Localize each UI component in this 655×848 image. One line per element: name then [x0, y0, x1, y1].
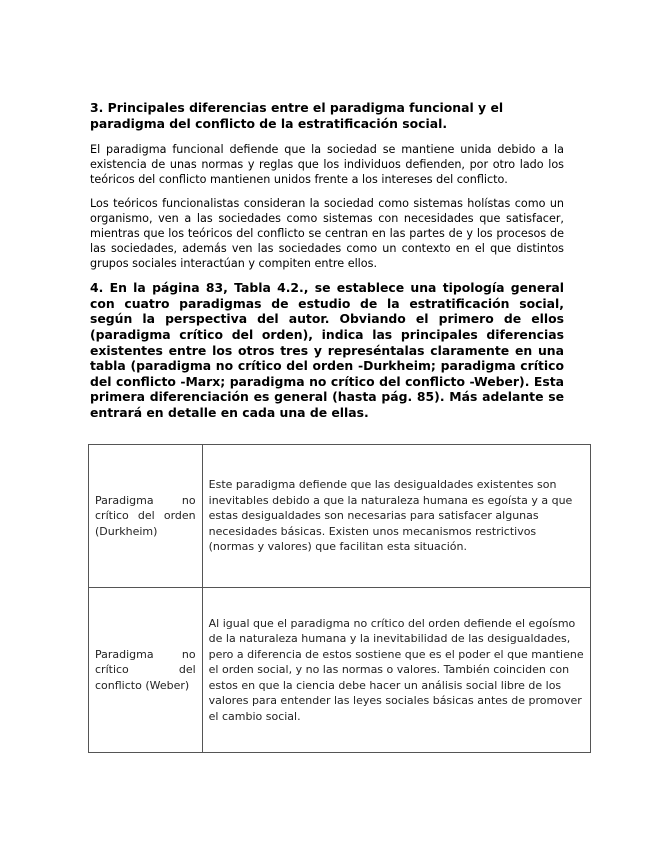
section-4-heading: 4. En la página 83, Tabla 4.2., se establece una tipología general con cuatro paradigmas de estudio de la estratificación social, según la perspectiva del autor. Obviando el primero de ellos (paradigma crítico del orden), indica las principales diferencias existentes entre los otros tres y represéntalas claramente en una tabla (paradigma no crítico del orden -Durkheim; paradigma crítico del conflicto -Marx; paradigma no crítico del conflicto -Weber). Esta primera diferenciación es general (hasta pág. 85). Más adelante se entrará en detalle en cada una de ellas. [90, 280, 564, 420]
table-row [89, 445, 591, 588]
table-row [89, 588, 591, 753]
section-3-paragraph-1: El paradigma funcional defiende que la sociedad se mantiene unida debido a la existencia de unas normas y reglas que los individuos defienden, por otro lado los teóricos del conflicto mantienen unidos frente a los intereses del conflicto. [90, 143, 564, 187]
paradigms-table [88, 444, 591, 753]
paradigm-description-cell: Este paradigma defiende que las desigualdades existentes son inevitables debido a que la naturaleza humana es egoísta y a que estas desigualdades son necesarias para satisfacer algunas necesidades básicas. Existen unos mecanismos restrictivos (normas y valores) que facilitan esta situación. [202, 445, 590, 588]
document-page [90, 100, 564, 432]
section-3-heading: 3. Principales diferencias entre el paradigma funcional y el paradigma del conflicto de la estratificación social. [90, 100, 504, 131]
paradigm-description-cell: Al igual que el paradigma no crítico del orden defiende el egoísmo de la naturaleza humana y la inevitabilidad de las desigualdades, pero a diferencia de estos sostiene que es el poder el que mantiene el orden social, y no las normas o valores. También coinciden con estos en que la ciencia debe hacer un análisis social libre de los valores para entender las leyes sociales básicas antes de promover el cambio social. [202, 588, 590, 753]
paradigm-label-cell: Paradigma no crítico del conflicto (Weber) [89, 588, 203, 753]
section-3-paragraph-2: Los teóricos funcionalistas consideran la sociedad como sistemas holístas como un organismo, ven a las sociedades como sistemas con necesidades que satisfacer, mientras que los teóricos del conflicto se centran en las partes de y los procesos de las sociedades, además ven las sociedades como un contexto en el que distintos grupos sociales interactúan y compiten entre ellos. [90, 197, 564, 271]
paradigm-label-cell: Paradigma no crítico del orden (Durkheim) [89, 445, 203, 588]
